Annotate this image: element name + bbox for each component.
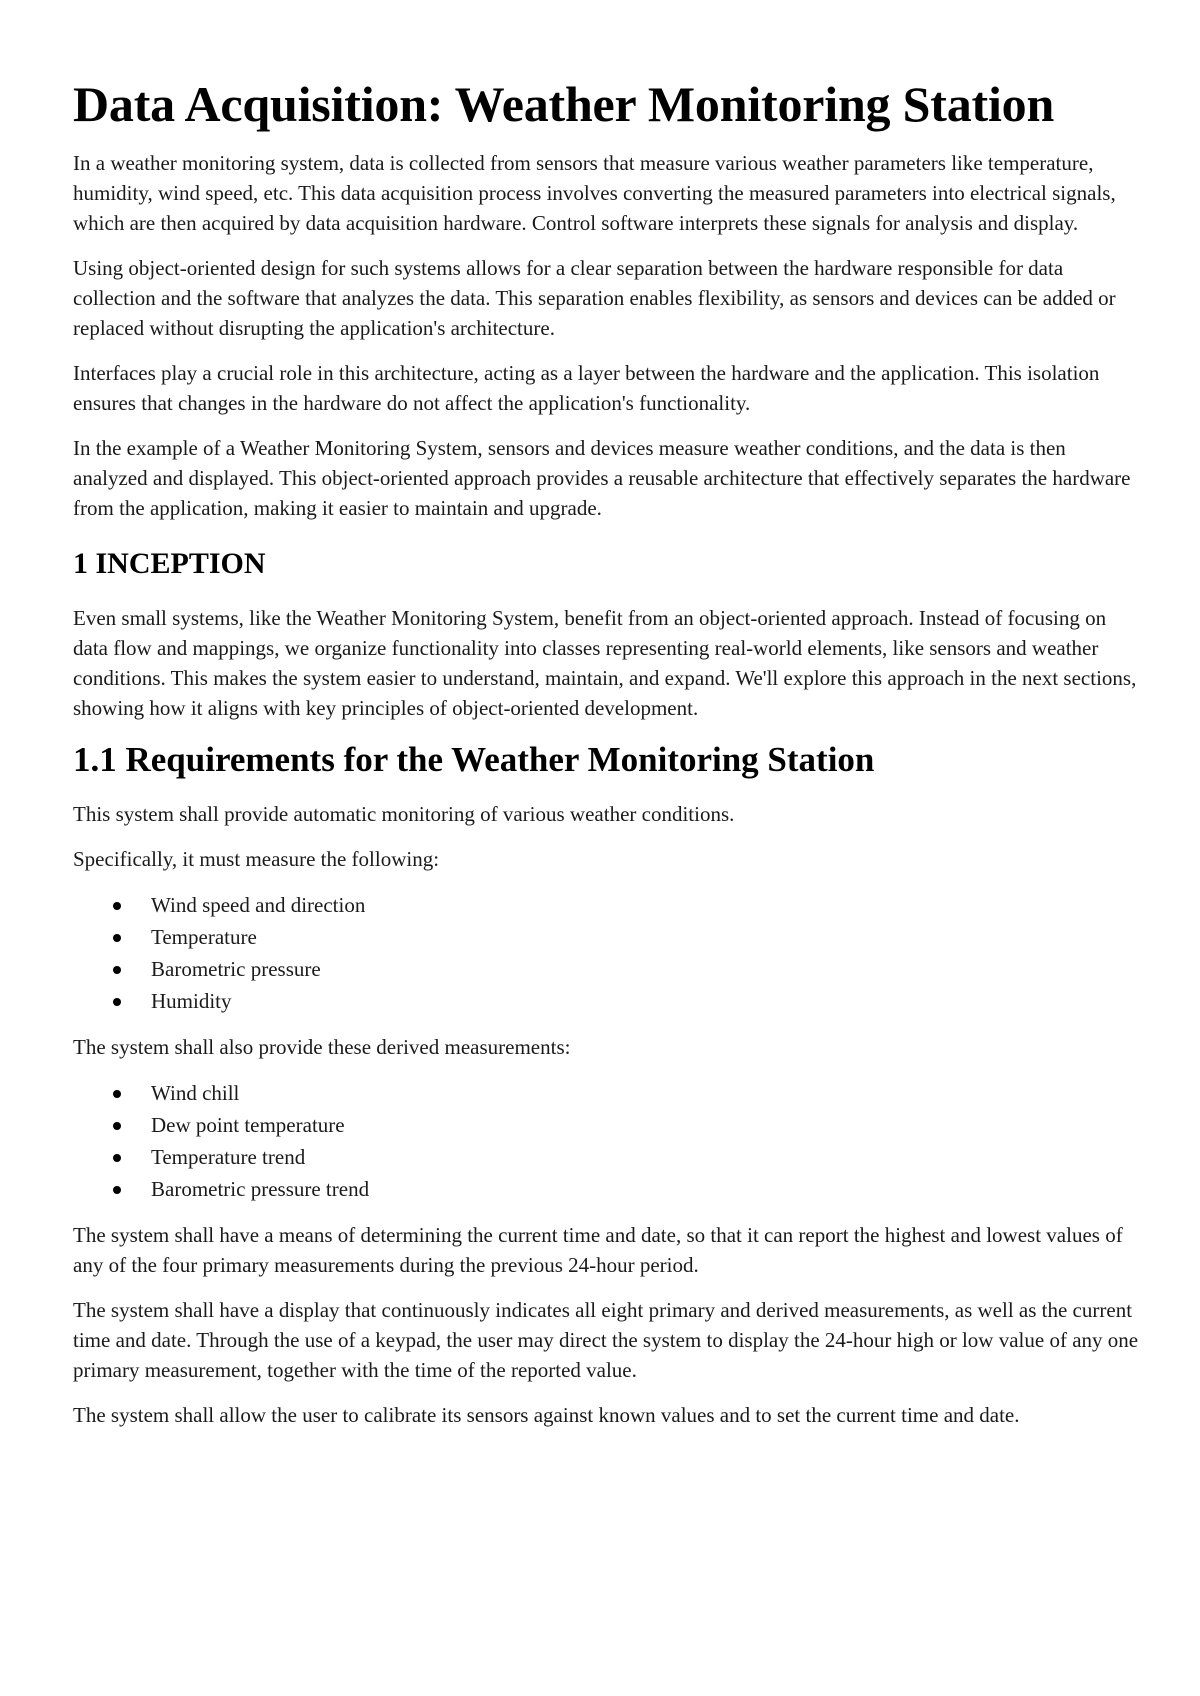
intro-paragraph-4: In the example of a Weather Monitoring System, sensors and devices measure weather conditions, and the data is then analyzed and displayed. This object-oriented approach provides a reusable architecture that effectively separates the hardware from the application, making it easier to maintain and upgrade. <box>73 436 1131 520</box>
document-title: Data Acquisition: Weather Monitoring Station <box>73 76 1055 132</box>
requirements-paragraph-5: The system shall have a display that continuously indicates all eight primary and derived measurements, as well as the current time and date. Through the use of a keypad, the user may direct the system to display the 24-hour high or low value of any one primary measurement, together with the time of the reported value. <box>73 1298 1139 1382</box>
list-item: Temperature <box>151 921 1139 953</box>
document-page <box>73 74 1139 1445</box>
list-item: Wind speed and direction <box>151 889 1139 921</box>
section-heading-inception: 1 INCEPTION <box>73 547 266 580</box>
requirements-paragraph-3: The system shall also provide these derived measurements: <box>73 1035 571 1059</box>
intro-paragraph-1: In a weather monitoring system, data is collected from sensors that measure various weather parameters like temperature, humidity, wind speed, etc. This data acquisition process involves converting the measured parameters into electrical signals, which are then acquired by data acquisition hardware. Control software interprets these signals for analysis and display. <box>73 151 1116 235</box>
intro-paragraph-2: Using object-oriented design for such systems allows for a clear separation between the hardware responsible for data collection and the software that analyzes the data. This separation enables flexibility, as sensors and devices can be added or replaced without disrupting the application's architecture. <box>73 256 1116 340</box>
intro-paragraph-3: Interfaces play a crucial role in this architecture, acting as a layer between the hardware and the application. This isolation ensures that changes in the hardware do not affect the application's functionality. <box>73 361 1100 415</box>
derived-measurements-list <box>73 1077 1139 1205</box>
list-item: Barometric pressure trend <box>151 1173 1139 1205</box>
requirements-paragraph-6: The system shall allow the user to calibrate its sensors against known values and to set the current time and date. <box>73 1403 1020 1427</box>
primary-measurements-list <box>73 889 1139 1017</box>
list-item: Dew point temperature <box>151 1109 1139 1141</box>
requirements-paragraph-4: The system shall have a means of determining the current time and date, so that it can report the highest and lowest values of any of the four primary measurements during the previous 24-hour period. <box>73 1223 1123 1277</box>
requirements-paragraph-2: Specifically, it must measure the following: <box>73 847 440 871</box>
list-item: Temperature trend <box>151 1141 1139 1173</box>
list-item: Barometric pressure <box>151 953 1139 985</box>
list-item: Wind chill <box>151 1077 1139 1109</box>
list-item: Humidity <box>151 985 1139 1017</box>
requirements-paragraph-1: This system shall provide automatic monitoring of various weather conditions. <box>73 802 735 826</box>
inception-paragraph: Even small systems, like the Weather Monitoring System, benefit from an object-oriented approach. Instead of focusing on data flow and mappings, we organize functionality into classes representing real-world elements, like sensors and weather conditions. This makes the system easier to understand, maintain, and expand. We'll explore this approach in the next sections, showing how it aligns with key principles of object-oriented development. <box>73 606 1137 720</box>
section-heading-requirements: 1.1 Requirements for the Weather Monitoring Station <box>73 740 875 779</box>
